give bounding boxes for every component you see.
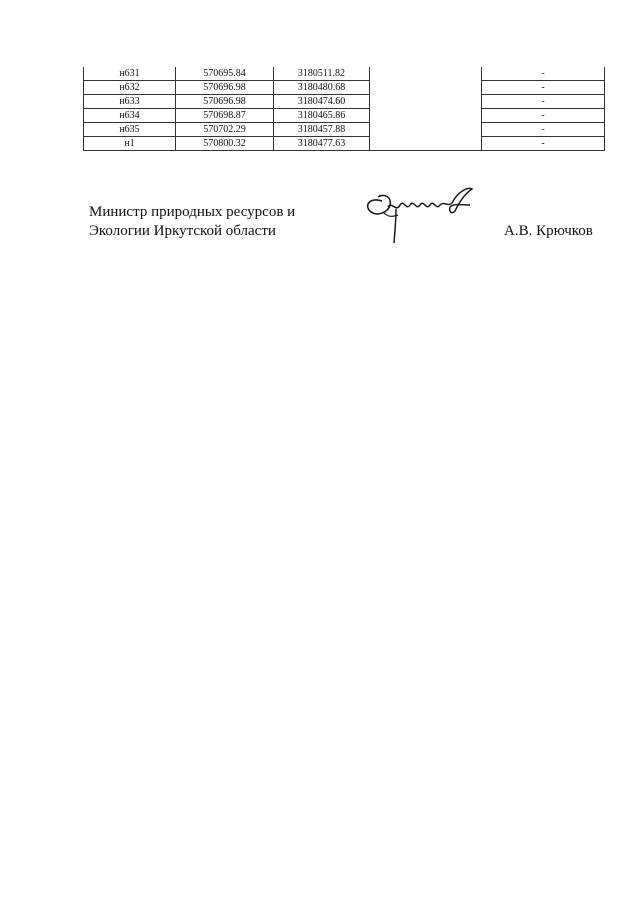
coordinate-x-cell: 570702.29	[176, 123, 274, 137]
point-id-cell: н631	[84, 67, 176, 81]
empty-cell	[370, 95, 482, 109]
table-row	[84, 123, 605, 137]
empty-cell	[370, 67, 482, 81]
signatory-name: А.В. Крючков	[504, 223, 593, 239]
empty-cell	[370, 109, 482, 123]
dash-cell: -	[482, 109, 605, 123]
table-row	[84, 137, 605, 151]
handwritten-signature	[362, 183, 478, 247]
coordinate-x-cell: 570698.87	[176, 109, 274, 123]
coordinate-x-cell: 570695.84	[176, 67, 274, 81]
empty-cell	[370, 123, 482, 137]
coordinate-y-cell: 3180465.86	[274, 109, 370, 123]
point-id-cell: н634	[84, 109, 176, 123]
dash-cell: -	[482, 81, 605, 95]
table-row	[84, 109, 605, 123]
coordinate-x-cell: 570696.98	[176, 81, 274, 95]
coordinates-table	[83, 67, 605, 151]
dash-cell: -	[482, 137, 605, 151]
coordinate-y-cell: 3180457.88	[274, 123, 370, 137]
dash-cell: -	[482, 67, 605, 81]
empty-cell	[370, 137, 482, 151]
position-line-1: Министр природных ресурсов и	[89, 204, 296, 220]
dash-cell: -	[482, 95, 605, 109]
coordinates-table-body	[84, 67, 605, 151]
point-id-cell: н632	[84, 81, 176, 95]
coordinate-x-cell: 570696.98	[176, 95, 274, 109]
table-row	[84, 81, 605, 95]
position-line-2: Экологии Иркутской области	[89, 223, 276, 239]
table-row	[84, 95, 605, 109]
signatory-position	[89, 203, 295, 241]
coordinate-y-cell: 3180477.63	[274, 137, 370, 151]
coordinate-y-cell: 3180480.68	[274, 81, 370, 95]
point-id-cell: н1	[84, 137, 176, 151]
table-row	[84, 67, 605, 81]
point-id-cell: н633	[84, 95, 176, 109]
point-id-cell: н635	[84, 123, 176, 137]
empty-cell	[370, 81, 482, 95]
coordinate-x-cell: 570800.32	[176, 137, 274, 151]
coordinate-y-cell: 3180511.82	[274, 67, 370, 81]
dash-cell: -	[482, 123, 605, 137]
coordinate-y-cell: 3180474.60	[274, 95, 370, 109]
